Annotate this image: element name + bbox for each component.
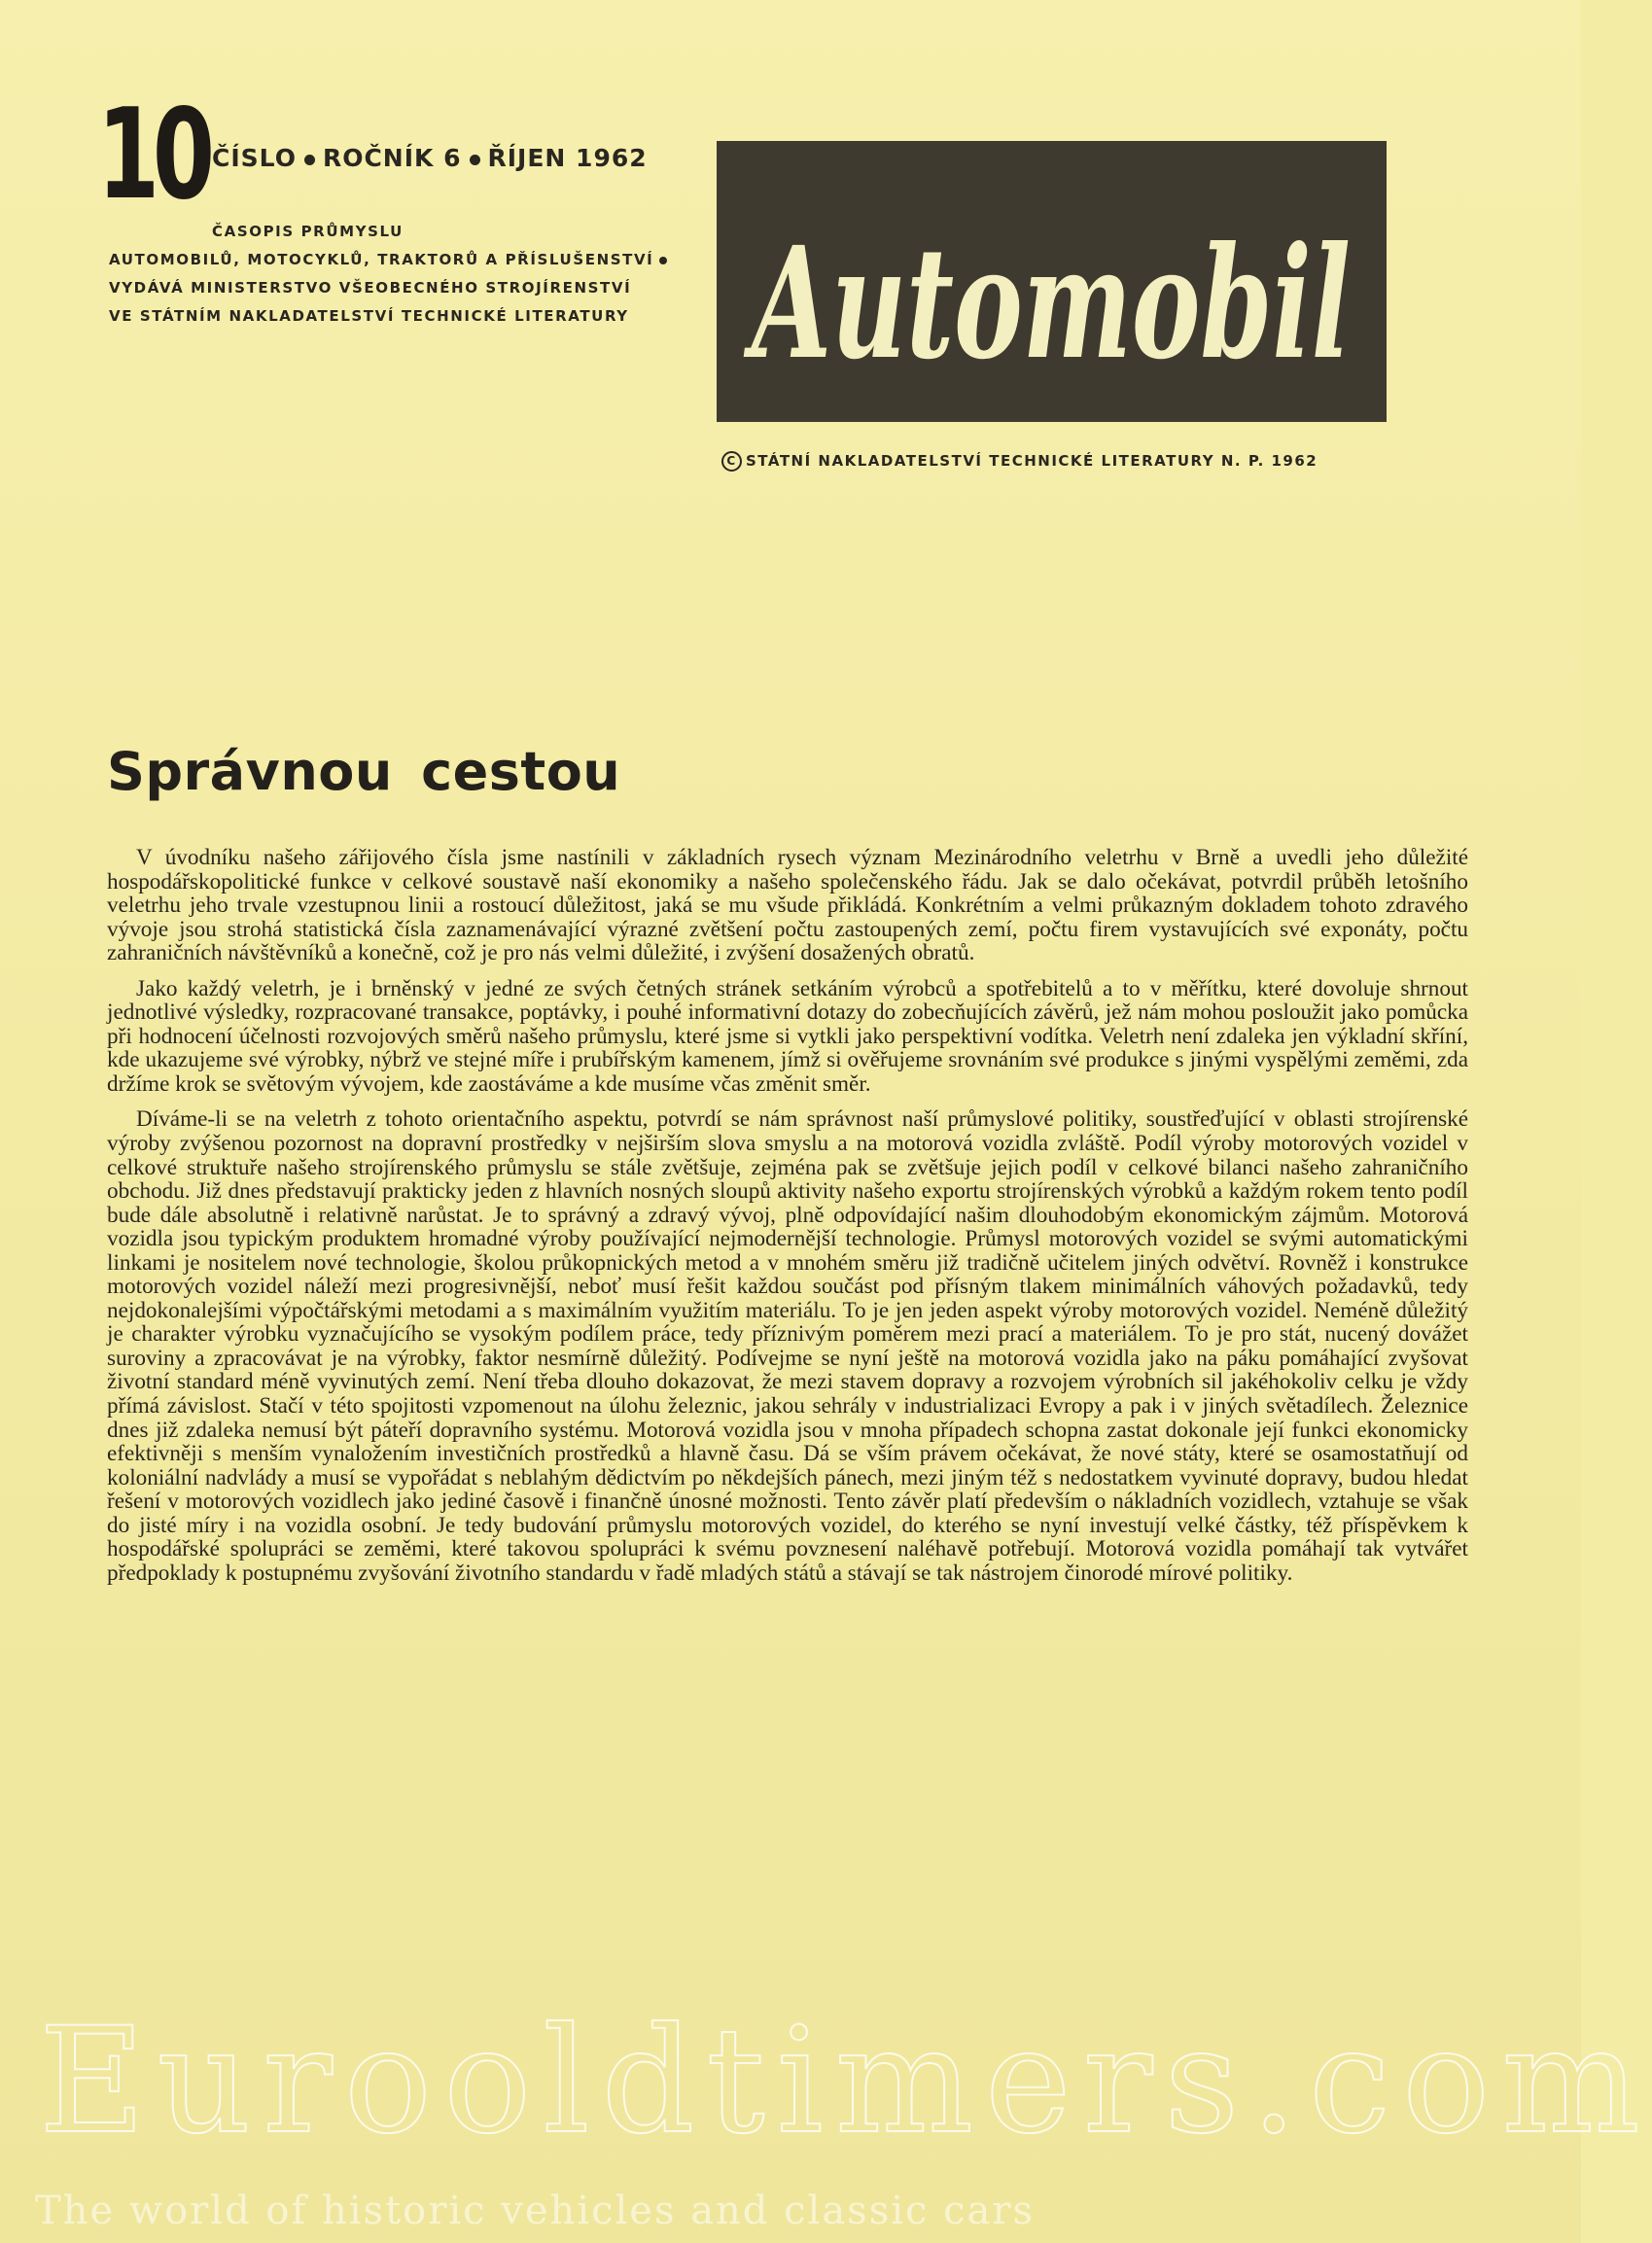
copyright-line	[721, 451, 1392, 472]
volume-label: ROČNÍK 6	[322, 144, 462, 172]
issue-label: ČÍSLO	[212, 144, 297, 172]
issue-number: 10	[97, 83, 208, 228]
issue-date: ŘÍJEN 1962	[487, 144, 648, 172]
bullet-icon	[659, 257, 667, 264]
article-body	[107, 846, 1468, 1596]
article-paragraph: Díváme-li se na veletrh z tohoto orientačního aspektu, potvrdí se nám správnost naší průmyslové politiky, soustřeďující v oblasti strojírenské výroby zvýšenou pozornost na dopravní prostředky v nejširším slova smyslu a na motorová vozidla zvláště. Podíl výroby motorových vozidel v celkové struktuře našeho strojírenského průmyslu se stále zvětšuje, zejména pak se zvětšuje jejich podíl v celkové bilanci našeho zahraničního obchodu. Již dnes představují prakticky jeden z hlavních nosných sloupů aktivity našeho exportu strojírenských výrobků a každým rokem tento podíl bude dále absolutně i relativně narůstat. Je to správný a zdravý vývoj, plně odpovídající našim dlouhodobým ekonomickým zájmům. Motorová vozidla jsou typickým produktem hromadné výroby používající nejmodernější technologie. Průmysl motorových vozidel se svými automatickými linkami je nositelem nové technologie, školou průkopnických metod a v mnohém směru již tradičně učitelem jiných odvětví. Rovněž i konstrukce motorových vozidel náleží mezi progresivnější, neboť musí řešit každou součást pod přísným tlakem minimálních váhových požadavků, tedy nejdokonalejšími výpočtářskými metodami a s maximálním využitím materiálu. To je jen jeden aspekt výroby motorových vozidel. Neméně důležitý je charakter výrobku vyznačujícího se vysokým podílem práce, tedy příznivým poměrem mezi prací a materiálem. To je pro stát, nucený dovážet suroviny a zpracovávat je na výrobky, faktor nesmírně důležitý. Podívejme se nyní ještě na motorová vozidla jako na páku pomáhající zvyšovat životní standard méně vyvinutých zemí. Není třeba dlouho dokazovat, že mezi stavem dopravy a rozvojem výrobních sil jakéhokoliv celku je vždy přímá závislost. Stačí v této spojitosti vzpomenout na úlohu železnic, jakou sehrály v industrializaci Evropy a pak i v jiných světadílech. Železnice dnes již zdaleka nemusí být páteří dopravního systému. Motorová vozidla jsou v mnoha případech schopna zastat dokonale její funkci ekonomicky efektivněji s menším vynaložením investičních prostředků a hlavně času. Dá se vším právem očekávat, že nové státy, které se osamostatňují od koloniální nadvlády a musí se vypořádat s neblahým dědictvím po někdejších pánech, mezi jiným též s nedostatkem vyvinuté dopravy, budou hledat řešení v motorových vozidlech jako jediné časově i finančně únosné možnosti. Tento závěr platí především o nákladních vozidlech, vztahuje se však do jisté míry i na vozidla osobní. Je tedy budování průmyslu motorových vozidel, do kterého se nyní investují velké částky, též příspěvkem k hospodářské spolupráci se zeměmi, které takovou spolupráci k svému povznesení naléhavě potřebují. Motorová vozidla pomáhají tak vytvářet předpoklady k postupnému zvyšování životního standardu v řadě mladých států a stávají se tak nástrojem činorodé mírové politiky.	[107, 1106, 1468, 1586]
pub-info-line: VE STÁTNÍM NAKLADATELSTVÍ TECHNICKÉ LITERATURY	[109, 307, 629, 325]
watermark-logo: Eurooldtimers.com	[39, 1997, 1652, 2166]
publication-info	[109, 218, 692, 331]
article-paragraph: V úvodníku našeho zářijového čísla jsme nastínili v základních rysech význam Mezinárodního veletrhu v Brně a uvedli jeho důležité hospodářskopolitické funkce v celkové soustavě naší ekonomiky a našeho společenského řádu. Jak se dalo očekávat, potvrdil průběh letošního veletrhu jeho trvale vzestupnou linii a rostoucí důležitost, jaká se mu všude přikládá. Konkrétním a velmi průkazným dokladem tohoto zdravého vývoje jsou strohá statistická čísla zaznamenávající výrazné zvětšení počtu zastoupených zemí, počtu firem vystavujících své exponáty, počtu zahraničních návštěvníků a konečně, což je pro nás velmi důležité, i zvýšení dosažených obratů.	[107, 845, 1468, 966]
issue-line	[212, 144, 648, 172]
copyright-icon: C	[721, 451, 742, 472]
pub-info-line: ČASOPIS PRŮMYSLU	[212, 223, 404, 240]
pub-info-line: AUTOMOBILŮ, MOTOCYKLŮ, TRAKTORŮ A PŘÍSLUŠENSTVÍ	[109, 246, 692, 274]
watermark-tagline: The world of historic vehicles and classic cars	[35, 2189, 1036, 2233]
logo-svg	[717, 141, 1387, 422]
article-paragraph: Jako každý veletrh, je i brněnský v jedné ze svých četných stránek setkáním výrobců a spotřebitelů a to v měřítku, které dovoluje shrnout jednotlivé výsledky, rozpracované transakce, poptávky, i pouhé informativní dotazy do zobecňujících závěrů, jež nám mohou posloužit jako pomůcka při hodnocení účelnosti rozvojových směrů našeho průmyslu, které jsme si vytkli jako perspektivní vodítka. Veletrh není zdaleka jen výkladní skříní, kde ukazujeme své výrobky, nýbrž ve stejné míře i prubířským kamenem, jímž si ověřujeme srovnáním své produkce s jinými vyspělými zeměmi, zda držíme krok se světovým vývojem, kde zaostáváme a kde musíme včas změnit směr.	[107, 975, 1468, 1097]
automobil-logo	[717, 141, 1387, 422]
article-title: Správnou cestou	[107, 741, 621, 802]
copyright-text: STÁTNÍ NAKLADATELSTVÍ TECHNICKÉ LITERATURY N. P. 1962	[746, 452, 1318, 470]
bullet-icon	[304, 155, 315, 165]
bullet-icon	[470, 155, 480, 165]
pub-info-line: VYDÁVÁ MINISTERSTVO VŠEOBECNÉHO STROJÍRENSTVÍ	[109, 279, 632, 297]
logo-text: Automobil	[743, 214, 1351, 394]
